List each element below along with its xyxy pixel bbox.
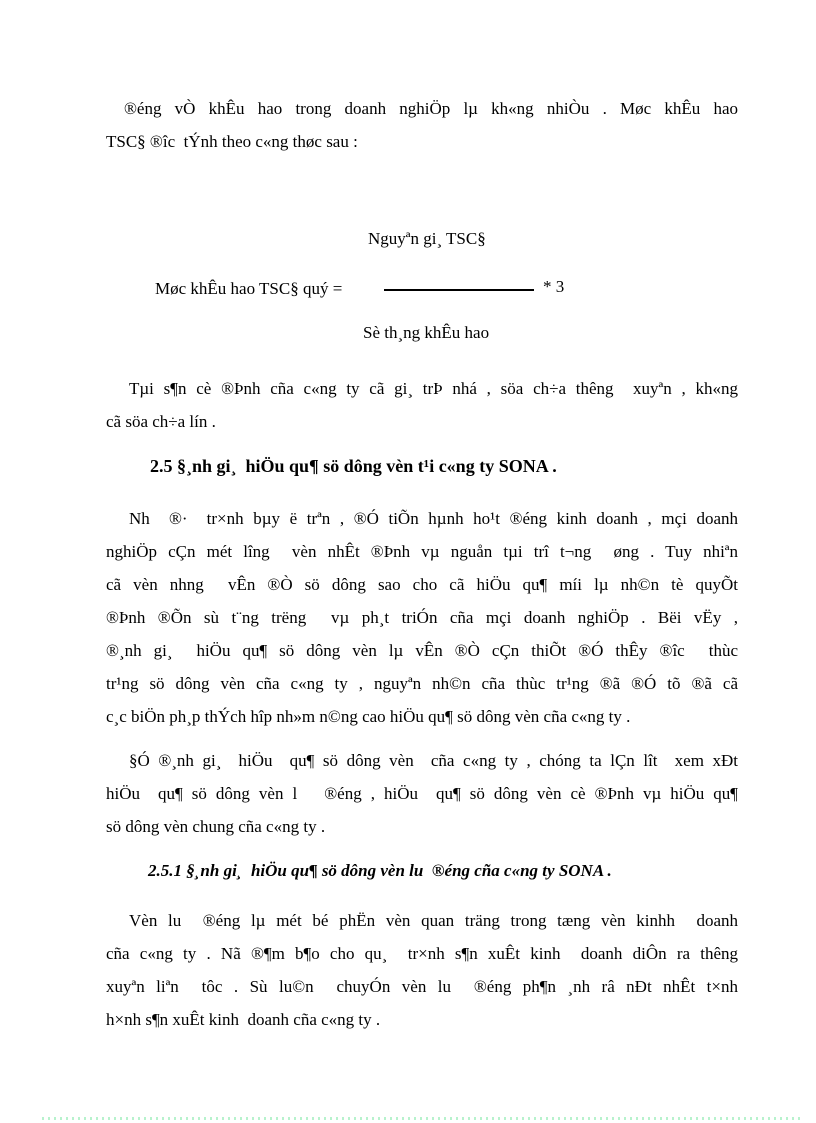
text-line: Vèn lu ®éng lµ mét bé phËn vèn quan träng trong tæng vèn kinhh doanh — [129, 911, 738, 930]
text-line: c¸c biÖn ph¸p thÝch hîp nh»m n©ng cao hiÖu qu¶ sö dông vèn cña c«ng ty . — [106, 707, 631, 726]
text-line: Tµi s¶n cè ®Þnh cña c«ng ty cã gi¸ trÞ nhá , söa ch÷a thêng xuyªn , kh«ng — [129, 379, 738, 398]
text-line: ®éng vÒ khÊu hao trong doanh nghiÖp lµ kh«ng nhiÒu . Møc khÊu hao — [124, 99, 738, 118]
section-heading-2-5-1: 2.5.1 §¸nh gi¸ hiÖu qu¶ sö dông vèn lu ®éng cña c«ng ty SONA . — [148, 861, 612, 880]
paragraph-working-capital — [106, 904, 738, 1036]
text-line: nghiÖp cÇn mét lîng vèn nhÊt ®Þnh vµ nguån tµi trî t¬ng øng . Tuy nhiªn — [106, 542, 738, 561]
formula-multiplier: * 3 — [543, 277, 565, 296]
text-line: hiÖu qu¶ sö dông vèn l ®éng , hiÖu qu¶ sö dông vèn cè ®Þnh vµ hiÖu qu¶ — [106, 784, 738, 803]
section-heading-2-5: 2.5 §¸nh gi¸ hiÖu qu¶ sö dông vèn t¹i c«ng ty SONA . — [150, 456, 557, 476]
text-line: TSC§ ®îc tÝnh theo c«ng thøc sau : — [106, 132, 358, 151]
text-line: cã vèn nhng vÊn ®Ò sö dông sao cho cã hiÖu qu¶ míi lµ nh©n tè quyÕt — [106, 575, 738, 594]
page-bottom-dotted-divider — [42, 1117, 800, 1120]
text-line: cã söa ch÷a lín . — [106, 412, 216, 431]
paragraph-fixed-assets — [106, 372, 738, 438]
text-line: ®¸nh gi¸ hiÖu qu¶ sö dông vèn lµ vÊn ®Ò cÇn thiÕt ®Ó thÊy ®îc thùc — [106, 641, 738, 660]
text-line: Nh ®· tr×nh bµy ë trªn , ®Ó tiÕn hµnh ho¹t ®éng kinh doanh , mçi doanh — [129, 509, 738, 528]
paragraph-to-evaluate — [106, 744, 738, 843]
formula-denominator: Sè th¸ng khÊu hao — [363, 323, 490, 342]
text-line: xuyªn liªn tôc . Sù lu©n chuyÓn vèn lu ®éng ph¶n ¸nh râ nÐt nhÊt t×nh — [106, 977, 738, 996]
text-line: ®Þnh ®Õn sù t¨ng trëng vµ ph¸t triÓn cña mçi doanh nghiÖp . Bëi vËy , — [106, 608, 738, 627]
text-line: cña c«ng ty . Nã ®¶m b¶o cho qu¸ tr×nh s¶n xuÊt kinh doanh diÔn ra thêng — [106, 944, 738, 963]
text-line: h×nh s¶n xuÊt kinh doanh cña c«ng ty . — [106, 1010, 381, 1029]
paragraph-depreciation-intro — [106, 92, 738, 158]
formula-numerator: Nguyªn gi¸ TSC§ — [368, 229, 486, 248]
depreciation-formula — [106, 226, 738, 352]
fraction-bar — [384, 289, 534, 291]
text-line: sö dông vèn chung cña c«ng ty . — [106, 817, 326, 836]
page-content — [106, 92, 738, 1036]
text-line: tr¹ng sö dông vèn cña c«ng ty , nguyªn nh©n cña thùc tr¹ng ®ã ®Ó tõ ®ã cã — [106, 674, 738, 693]
text-line: §Ó ®¸nh gi¸ hiÖu qu¶ sö dông vèn cña c«ng ty , chóng ta lÇn lît xem xÐt — [129, 751, 738, 770]
paragraph-as-presented-above — [106, 502, 738, 733]
formula-left-hand-side: Møc khÊu hao TSC§ quý = — [155, 279, 343, 298]
